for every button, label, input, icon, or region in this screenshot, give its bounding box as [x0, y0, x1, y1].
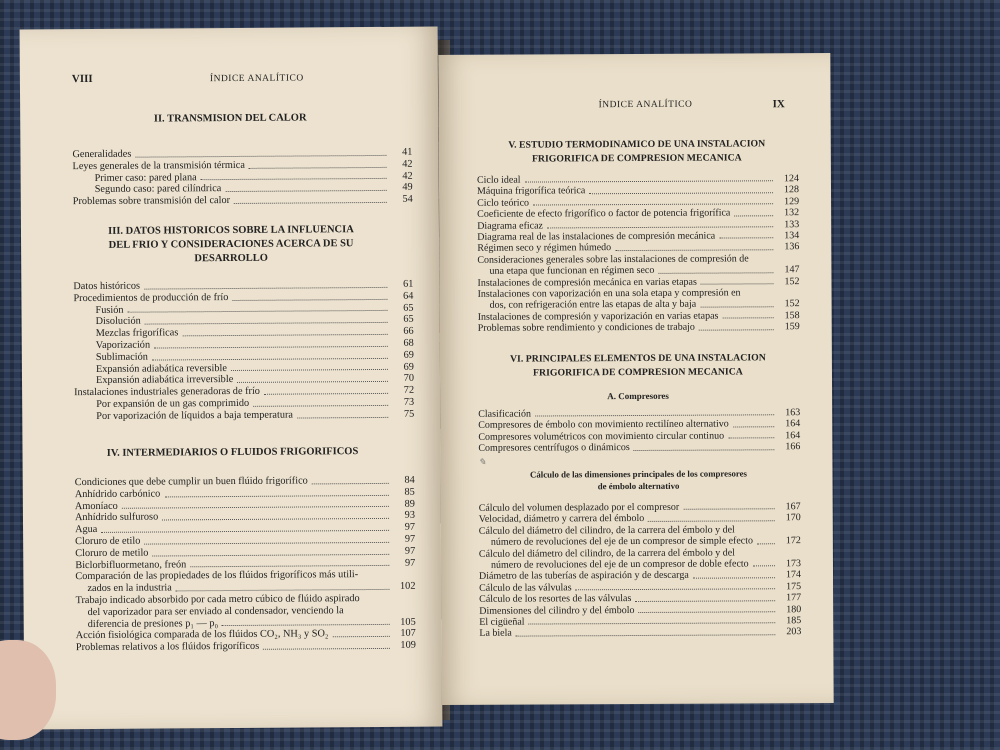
entry-page: 175 [786, 580, 802, 593]
section-iii-entries [73, 279, 414, 423]
subheading-line: Cálculo de las dimensiones principales de los compresores [530, 468, 747, 480]
entry-text: zados en la industria [87, 582, 172, 595]
entry-page: 66 [403, 325, 414, 337]
leader-dots [253, 405, 388, 407]
right-running-head: ÍNDICE ANALÍTICO [598, 99, 693, 111]
entry-page: 203 [786, 626, 802, 638]
heading-line: DEL FRIO Y CONSIDERACIONES ACERCA DE SU [108, 238, 354, 251]
entry-page: 167 [785, 501, 801, 513]
entry-page: 89 [404, 498, 415, 510]
leader-dots [658, 272, 773, 274]
entry-page: 134 [784, 230, 800, 242]
entry-text: Biclorbifluormetano, freón [75, 558, 187, 571]
heading-line: FRIGORIFICA DE COMPRESION MECANICA [533, 366, 743, 379]
entry-text: diferencia de presiones p₁ — p₀ [87, 617, 219, 630]
leader-dots [719, 238, 773, 239]
entry-page: 73 [403, 396, 415, 408]
entry-text: del vaporizador para ser enviado al condensador, venciendo la [87, 604, 344, 618]
leader-dots [529, 623, 776, 625]
entry-text: Generalidades [72, 148, 132, 161]
entry-text: dos, con refrigeración entre las etapas de alta y baja [489, 299, 697, 312]
leader-dots [333, 636, 390, 637]
leader-dots [154, 346, 388, 349]
entry-text: Cálculo de los resortes de las válvulas [479, 593, 632, 606]
entry-text: Instalaciones industriales generadoras de frío [74, 385, 260, 399]
section-iv-entries [75, 475, 416, 654]
heading-line: IV. INTERMEDIARIOS O FLUIDOS FRIGORIFICOS [106, 446, 359, 459]
leader-dots [122, 506, 389, 509]
entry-page: 107 [400, 628, 416, 640]
leader-dots [728, 437, 774, 438]
leader-dots [576, 589, 776, 591]
entry-text: Coeficiente de efecto frigorífico o factor de potencia frigorífica [477, 207, 731, 221]
entry-page: 152 [784, 275, 800, 287]
heading-line: V. ESTUDIO TERMODINAMICO DE UNA INSTALACION [508, 138, 766, 151]
leader-dots [234, 202, 387, 204]
leader-dots [312, 483, 389, 485]
leader-dots [533, 203, 773, 205]
entry-text: Por vaporización de líquidos a baja temperatura [96, 409, 294, 422]
entry-page: 166 [785, 441, 801, 453]
entry-page: 97 [404, 557, 416, 569]
entry-text: Cálculo del diámetro del cilindro, de la carrera del émbolo y del [478, 524, 735, 537]
entry-text: Sublimación [95, 351, 148, 363]
left-page [20, 27, 443, 730]
entry-page: 159 [784, 321, 800, 333]
leader-dots [182, 334, 387, 336]
toc-entry[interactable] [479, 535, 801, 548]
leader-dots [297, 416, 388, 418]
entry-page: 49 [402, 182, 413, 194]
entry-text: Compresores centrífugos o dinámicos [478, 442, 630, 455]
entry-page: 64 [403, 290, 414, 302]
entry-page: 152 [784, 298, 800, 310]
left-folio: VIII [71, 72, 93, 86]
heading-line: II. TRANSMISION DEL CALOR [153, 112, 307, 125]
entry-page: 158 [784, 310, 800, 322]
leader-dots [101, 530, 389, 533]
leader-dots [231, 369, 388, 371]
leader-dots [638, 611, 775, 613]
leader-dots [152, 553, 389, 556]
section-iv-heading [62, 445, 402, 461]
pencil-mark: ✎ [478, 456, 487, 467]
entry-text: Trabajo indicado absorbido por cada metro cúbico de flúido aspirado [75, 593, 360, 607]
entry-text: Comparación de las propiedades de los flúidos frigoríficos más utili- [75, 569, 359, 583]
leader-dots [589, 192, 773, 194]
entry-text: Instalaciones de compresión mecánica en varias etapas [477, 276, 697, 289]
leader-dots [162, 518, 389, 521]
entry-text: Segundo caso: pared cilíndrica [94, 183, 222, 196]
leader-dots [144, 287, 387, 290]
right-page [438, 53, 833, 705]
entry-page: 93 [404, 510, 416, 522]
entry-text: una etapa que funcionan en régimen seco [489, 265, 655, 278]
leader-dots [753, 566, 775, 567]
entry-page: 41 [402, 146, 413, 158]
entry-page: 164 [785, 418, 801, 430]
entry-page: 85 [404, 486, 415, 498]
leader-dots [225, 190, 386, 192]
entry-page: 170 [785, 512, 801, 524]
leader-dots [699, 329, 774, 330]
entry-page: 105 [400, 616, 416, 628]
entry-text: Consideraciones generales sobre las instalaciones de compresión de [477, 253, 749, 266]
entry-page: 68 [403, 337, 414, 349]
entry-text: Anhídrido carbónico [74, 488, 161, 500]
entry-text: Problemas relativos a los flúidos frigoríficos [75, 640, 260, 654]
section-ii-entries [72, 147, 412, 208]
entry-page: 136 [784, 241, 800, 253]
entry-text: Clasificación [478, 408, 531, 420]
leader-dots [757, 543, 775, 544]
entry-text: Instalaciones con vaporización en una sola etapa y compresión en [477, 287, 741, 300]
entry-page: 185 [786, 615, 802, 627]
entry-text: Expansión adiabática reversible [95, 362, 227, 375]
entry-text: Por expansión de un gas comprimido [96, 397, 250, 410]
leader-dots [190, 565, 389, 567]
entry-page: 84 [404, 474, 415, 486]
entry-page: 109 [400, 639, 416, 651]
entry-page: 97 [404, 545, 416, 557]
entry-page: 132 [784, 207, 800, 219]
entry-text: Régimen seco y régimen húmedo [477, 242, 612, 255]
leader-dots [635, 600, 775, 602]
right-folio: IX [772, 98, 785, 111]
leader-dots [648, 520, 775, 522]
entry-page: 69 [403, 349, 414, 361]
entry-page: 177 [786, 592, 802, 604]
section-vi-calc-entries [479, 501, 802, 640]
leader-dots [734, 215, 773, 216]
entry-page: 70 [403, 373, 415, 385]
left-running-head: ÍNDICE ANALÍTICO [209, 73, 304, 85]
leader-dots [237, 381, 388, 383]
entry-page: 174 [786, 569, 802, 581]
leader-dots [693, 577, 775, 578]
entry-text: Compresores de émbolo con movimiento rectilíneo alternativo [478, 418, 729, 432]
toc-entry[interactable] [73, 194, 413, 208]
leader-dots [164, 494, 389, 497]
section-v-entries [477, 173, 800, 334]
leader-dots [535, 415, 774, 417]
compresores-subheading: A. Compresores [607, 390, 669, 402]
section-ii-heading [60, 111, 400, 127]
entry-text: Problemas sobre rendimiento y condiciones de trabajo [477, 321, 695, 335]
leader-dots [135, 155, 386, 158]
entry-page: 163 [785, 407, 801, 419]
entry-text: La biela [479, 628, 512, 640]
entry-text: Agua [75, 524, 98, 536]
heading-line: FRIGORIFICA DE COMPRESION MECANICA [531, 152, 742, 165]
section-vi-a-entries [478, 407, 800, 454]
section-vi-heading [470, 351, 806, 381]
entry-text: Leyes generales de la transmisión térmica [72, 159, 245, 172]
toc-entry[interactable] [76, 640, 416, 654]
leader-dots [700, 306, 773, 307]
entry-text: Dimensiones del cilindro y del émbolo [479, 604, 635, 617]
entry-text: Instalaciones de compresión y vaporización en varias etapas [477, 310, 719, 323]
leader-dots [634, 449, 775, 451]
subheading-line: de émbolo alternativo [597, 480, 680, 492]
entry-text: Amoníaco [74, 500, 118, 512]
leader-dots [525, 181, 773, 183]
leader-dots [176, 589, 390, 591]
entry-text: Fusión [95, 304, 124, 316]
entry-page: 97 [404, 533, 416, 545]
toc-entry[interactable] [479, 627, 801, 640]
entry-text: El cigüeñal [479, 616, 525, 628]
entry-page: 172 [785, 535, 801, 547]
entry-page: 72 [403, 384, 415, 396]
heading-line: DESARROLLO [194, 252, 268, 265]
leader-dots [701, 283, 774, 284]
toc-entry[interactable] [478, 441, 800, 454]
leader-dots [722, 318, 773, 319]
leader-dots [733, 426, 775, 427]
entry-text: Ciclo ideal [476, 174, 521, 186]
leader-dots [152, 357, 388, 360]
entry-text: número de revoluciones del eje de un compresor de simple efecto [490, 535, 754, 548]
leader-dots [144, 542, 389, 545]
entry-page: 133 [784, 218, 800, 230]
entry-text: Problemas sobre transmisión del calor [72, 195, 231, 208]
entry-text: número de revoluciones del eje de un compresor de doble efecto [490, 558, 749, 571]
entry-text: Diámetro de las tuberías de aspiración y de descarga [479, 570, 689, 583]
entry-page: 65 [403, 302, 414, 314]
entry-text: Acción fisiológica comparada de los flúidos CO₂, NH₃ y SO₂ [75, 628, 329, 642]
leader-dots [249, 167, 387, 169]
entry-text: Cálculo del diámetro del cilindro, de la carrera del émbolo y del [478, 547, 735, 560]
leader-dots [222, 624, 390, 626]
entry-text: Cálculo del volumen desplazado por el compresor [478, 501, 680, 514]
entry-text: Ciclo teórico [477, 197, 530, 209]
entry-page: 69 [403, 361, 414, 373]
toc-entry[interactable] [478, 321, 800, 334]
entry-text: Velocidad, diámetro y carrera del émbolo [478, 513, 645, 526]
entry-page: 129 [784, 195, 800, 208]
leader-dots [263, 648, 390, 650]
entry-text: Vaporización [95, 339, 151, 351]
leader-dots [683, 509, 775, 510]
section-iii-heading [61, 223, 401, 267]
entry-text: Anhídrido sulfuroso [74, 511, 159, 524]
leader-dots [547, 226, 773, 228]
entry-text: Condiciones que debe cumplir un buen flúido frigorífico [74, 475, 308, 489]
entry-text: Datos históricos [73, 280, 141, 293]
entry-page: 128 [783, 184, 800, 196]
entry-text: Diagrama real de las instalaciones de compresión mecánica [477, 230, 716, 243]
entry-page: 173 [785, 558, 801, 570]
entry-page: 124 [783, 173, 799, 185]
entry-text: Cloruro de metilo [75, 547, 149, 559]
entry-text: Diagrama eficaz [477, 220, 544, 232]
calculo-subheading [470, 467, 806, 493]
entry-text: Mezclas frigoríficas [95, 327, 179, 340]
entry-page: 102 [399, 580, 416, 592]
entry-page: 75 [403, 408, 415, 420]
entry-text: Máquina frigorífica teórica [476, 185, 586, 198]
entry-page: 42 [402, 170, 413, 182]
entry-page: 147 [784, 264, 800, 276]
leader-dots [615, 249, 773, 251]
entry-text: Expansión adiabática irreversible [95, 374, 234, 387]
entry-page: 65 [403, 314, 414, 326]
entry-page: 97 [404, 521, 416, 533]
entry-text: Compresores volumétricos con movimiento circular continuo [478, 430, 725, 443]
entry-text: Disolución [95, 316, 141, 328]
heading-line: VI. PRINCIPALES ELEMENTOS DE UNA INSTALACION [509, 352, 766, 365]
entry-text: Procedimientos de producción de frío [73, 291, 229, 304]
entry-page: 61 [403, 278, 414, 290]
leader-dots [128, 310, 388, 313]
leader-dots [232, 298, 387, 300]
entry-page: 54 [402, 193, 413, 205]
toc-entry[interactable] [74, 408, 414, 422]
entry-text: Primer caso: pared plana [94, 171, 197, 184]
entry-text: Cloruro de etilo [75, 535, 141, 548]
leader-dots [516, 634, 776, 636]
heading-line: III. DATOS HISTORICOS SOBRE LA INFLUENCIA [108, 224, 354, 237]
leader-dots [201, 178, 387, 180]
entry-page: 180 [786, 603, 802, 615]
leader-dots [145, 322, 388, 325]
entry-text: Cálculo de las válvulas [479, 582, 572, 594]
entry-page: 42 [402, 158, 413, 170]
entry-page: 164 [785, 429, 801, 442]
leader-dots [264, 393, 388, 395]
section-v-heading [469, 137, 805, 167]
